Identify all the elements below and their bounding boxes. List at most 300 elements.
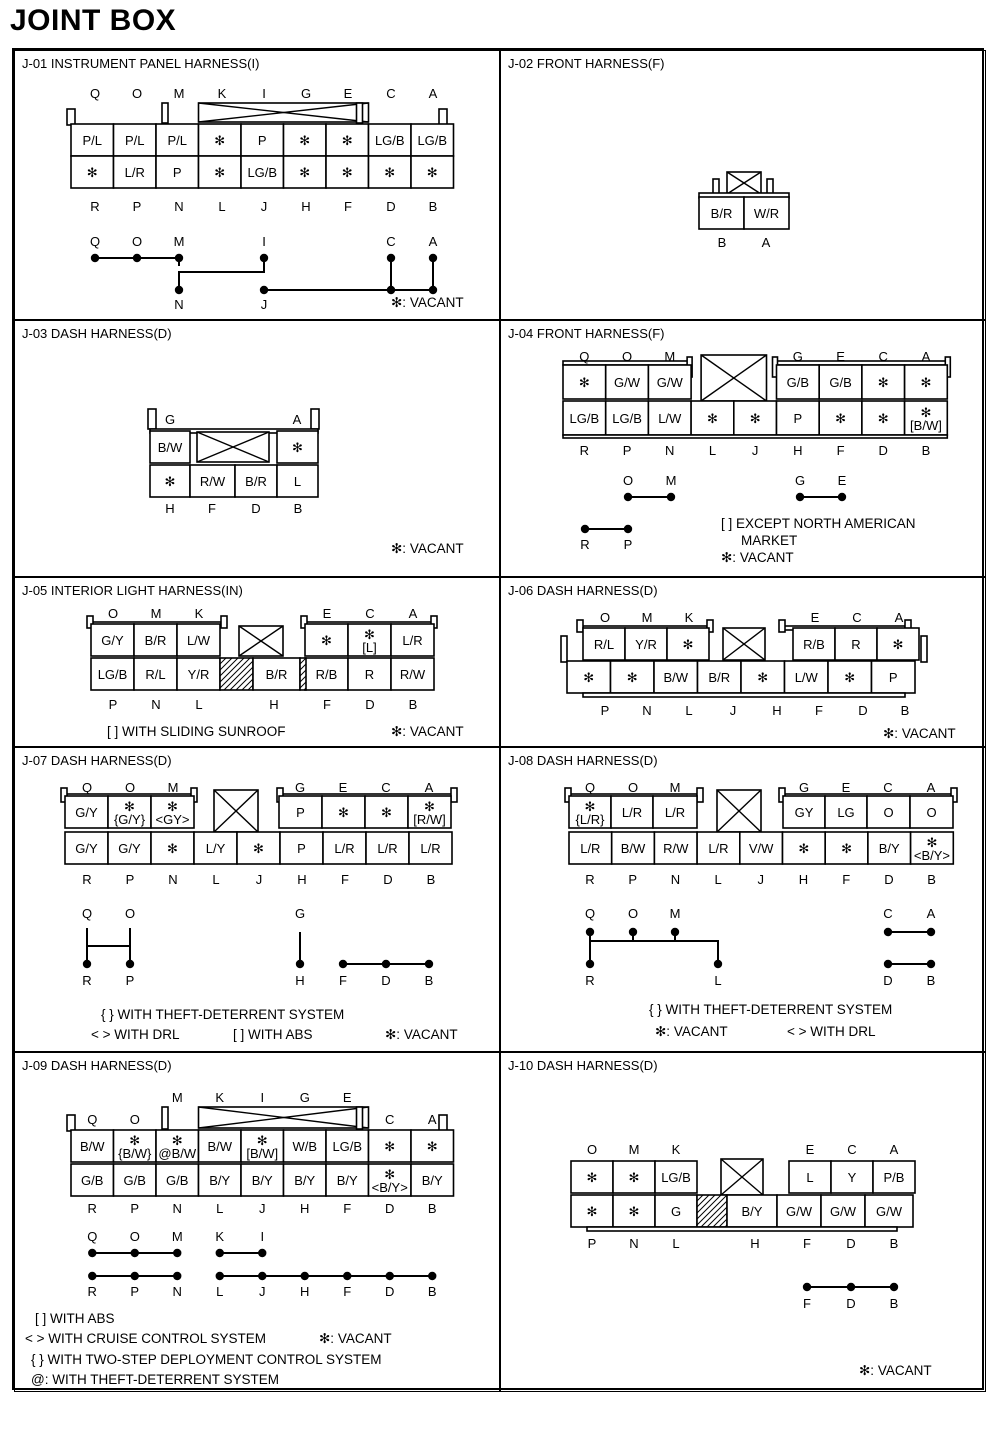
wire-color: L/R: [402, 633, 423, 648]
circuit-label: D: [381, 973, 391, 988]
pin-label: M: [150, 606, 162, 621]
wire-color: ✻: [167, 799, 178, 814]
pin-label: B: [717, 235, 727, 250]
circuit-node: [884, 928, 892, 936]
pin-label: B: [426, 872, 436, 887]
connector-latch: [67, 109, 75, 125]
connector-latch: [162, 103, 168, 123]
wire-color: ✻: [299, 165, 311, 180]
connector-latch: [148, 409, 156, 429]
wire-color: ✻: [214, 165, 226, 180]
pin-label: P: [600, 703, 610, 718]
wire-color: L/Y: [205, 841, 226, 856]
pin-label: D: [386, 199, 396, 214]
wire-color: <B/Y>: [913, 848, 951, 863]
wire-color: ✻: [586, 1204, 598, 1219]
legend-note: < > WITH CRUISE CONTROL SYSTEM: [25, 1331, 267, 1346]
circuit-label: B: [424, 973, 434, 988]
wire-color: LG/B: [612, 411, 642, 426]
pin-label: R: [579, 443, 590, 458]
circuit-node: [382, 960, 390, 968]
pin-label: O: [621, 349, 633, 364]
pin-label: A: [889, 1142, 899, 1157]
circuit-label: D: [846, 1296, 856, 1311]
pin-label: L: [218, 199, 226, 214]
pin-label: C: [385, 1112, 395, 1127]
circuit-node: [131, 1249, 139, 1257]
wire-color: L: [806, 1170, 814, 1185]
connector-latch: [311, 409, 319, 429]
panel-title: J-03 DASH HARNESS(D): [22, 326, 172, 341]
circuit-node: [216, 1272, 224, 1280]
wire-color: ✻: [124, 799, 135, 814]
wire-color: ✻: [164, 474, 176, 489]
terminal-cell: [561, 636, 567, 662]
circuit-label: M: [171, 1229, 183, 1244]
pin-label: E: [836, 349, 845, 364]
pin-label: K: [684, 610, 694, 625]
wire-color: B/Y: [209, 1173, 231, 1188]
pin-label: L: [672, 1236, 680, 1251]
circuit-label: Q: [89, 234, 101, 249]
wire-color: ✻: [626, 670, 638, 685]
wire-color: [B/W]: [246, 1146, 279, 1161]
pin-label: N: [172, 1201, 182, 1216]
circuit-label: Q: [81, 906, 93, 921]
pin-label: I: [260, 1090, 265, 1105]
wire-color: {G/Y}: [113, 812, 146, 827]
connector-diagram: [501, 1053, 986, 1392]
wire-color: W/B: [292, 1139, 318, 1154]
wire-color: G/W: [656, 375, 683, 390]
pin-label: E: [805, 1142, 815, 1157]
circuit-node: [387, 286, 395, 294]
circuit-node: [131, 1272, 139, 1280]
wire-color: LG/B: [661, 1170, 691, 1185]
circuit-label: D: [883, 973, 893, 988]
pin-label: M: [664, 349, 676, 364]
circuit-label: P: [125, 973, 135, 988]
wire-color: ✻: [299, 133, 311, 148]
connector-latch: [162, 1107, 168, 1129]
pin-label: C: [878, 349, 888, 364]
wire-color: L/R: [621, 805, 643, 820]
circuit-node: [624, 525, 632, 533]
circuit-node: [133, 254, 141, 262]
terminal-cell: [921, 636, 927, 662]
pin-label: B: [927, 872, 936, 887]
wire-color: B/R: [708, 670, 731, 685]
pin-label: C: [883, 780, 893, 795]
pin-label: G: [294, 780, 306, 795]
connector-latch: [357, 1107, 363, 1129]
panel-title: J-07 DASH HARNESS(D): [22, 753, 172, 768]
wire-color: Y: [847, 1170, 857, 1185]
circuit-label: F: [339, 973, 347, 988]
wire-color: ✻: [749, 411, 761, 426]
pin-label: G: [299, 1090, 310, 1105]
pin-label: Q: [81, 780, 93, 795]
pin-label: N: [629, 1236, 639, 1251]
pin-label: O: [586, 1142, 598, 1157]
wire-color: R/W: [399, 667, 426, 682]
wire-color: L/R: [664, 805, 686, 820]
connector-diagram: [15, 51, 500, 320]
pin-label: P: [132, 199, 142, 214]
wire-color: W/R: [753, 206, 780, 221]
panel-j-10: [500, 1052, 986, 1392]
wire-color: G/B: [786, 375, 810, 390]
terminal-cell: [583, 693, 905, 697]
pin-label: L: [708, 443, 717, 458]
circuit-node: [258, 1249, 266, 1257]
legend-note: [ ] WITH ABS: [233, 1027, 313, 1042]
circuit-node: [796, 493, 804, 501]
wire-color: ✻: [682, 637, 694, 652]
pin-label: J: [757, 872, 765, 887]
circuit-label: Q: [584, 906, 596, 921]
panel-j-04: [500, 320, 986, 577]
circuit-label: J: [259, 1284, 266, 1299]
panel-title: J-01 INSTRUMENT PANEL HARNESS(I): [22, 56, 260, 71]
wire-color: P/L: [124, 133, 145, 148]
wire-color: B/Y: [421, 1173, 443, 1188]
wire-color: P: [296, 805, 305, 820]
connector-latch: [439, 1115, 447, 1131]
wire-color: ✻: [214, 133, 226, 148]
circuit-label: A: [428, 234, 438, 249]
wire-color: L/W: [794, 670, 818, 685]
wire-color: P/B: [883, 1170, 905, 1185]
pin-label: D: [846, 1236, 856, 1251]
pin-label: A: [427, 1112, 437, 1127]
circuit-node: [425, 960, 433, 968]
pin-label: J: [255, 872, 263, 887]
wire-color: LG/B: [374, 133, 405, 148]
pin-label: K: [671, 1142, 681, 1157]
circuit-label: P: [623, 537, 633, 552]
wire-color: [R/W]: [413, 812, 446, 827]
pin-label: N: [168, 872, 178, 887]
circuit-node: [803, 1283, 811, 1291]
circuit-node: [216, 1249, 224, 1257]
circuit-label: A: [926, 906, 936, 921]
wire-color: R/B: [803, 637, 825, 652]
wire-color: ✻: [338, 805, 349, 820]
joint-box-grid: [12, 48, 984, 1390]
circuit-node: [927, 960, 935, 968]
wire-color: B/W: [207, 1139, 233, 1154]
panel-j-01: [14, 50, 500, 320]
pin-label: A: [761, 235, 771, 250]
pin-label: E: [343, 86, 353, 101]
wire-color: R: [364, 667, 375, 682]
pin-label: D: [383, 872, 393, 887]
pin-label: M: [171, 1090, 183, 1105]
wire-color: LG/B: [247, 165, 278, 180]
pin-label: C: [381, 780, 391, 795]
wire-color: B/R: [144, 633, 167, 648]
connector-latch: [779, 620, 785, 632]
wire-color: GY: [794, 805, 814, 820]
connector-latch: [451, 788, 457, 802]
circuit-label: R: [87, 1284, 97, 1299]
pin-label: P: [628, 872, 638, 887]
circuit-label: Q: [87, 1229, 98, 1244]
legend-note: MARKET: [741, 533, 798, 548]
pin-label: A: [424, 780, 434, 795]
wire-color: L/W: [658, 411, 682, 426]
pin-label: D: [858, 703, 868, 718]
wire-color: ✻: [129, 1133, 141, 1148]
wire-color: G/W: [876, 1204, 902, 1219]
hatched-cavity: [220, 658, 253, 690]
wire-color: L: [293, 474, 302, 489]
legend-note: [ ] WITH ABS: [35, 1311, 115, 1326]
pin-label: F: [803, 1236, 811, 1251]
pin-label: B: [408, 697, 418, 712]
wire-color: Y/R: [635, 637, 657, 652]
wire-color: B/R: [245, 474, 267, 489]
wire-color: ✻: [877, 375, 889, 390]
wire-color: L/R: [580, 841, 601, 856]
legend-note: < > WITH DRL: [787, 1024, 876, 1039]
pin-label: F: [323, 697, 331, 712]
pin-label: F: [836, 443, 845, 458]
pin-label: H: [165, 501, 175, 516]
wire-color: <GY>: [155, 812, 190, 827]
circuit-label: N: [174, 297, 184, 312]
circuit-node: [847, 1283, 855, 1291]
pin-label: P: [622, 443, 632, 458]
pin-label: M: [669, 780, 681, 795]
pin-label: O: [129, 1112, 140, 1127]
pin-label: C: [847, 1142, 857, 1157]
wire-color: LG/B: [332, 1139, 363, 1154]
legend-note: [ ] EXCEPT NORTH AMERICAN: [721, 516, 916, 531]
wire-color: ✻: [292, 440, 303, 455]
circuit-label: H: [295, 973, 305, 988]
pin-label: J: [751, 443, 759, 458]
pin-label: N: [174, 199, 184, 214]
pin-label: B: [889, 1236, 899, 1251]
circuit-label: O: [627, 906, 639, 921]
wire-color: R/W: [663, 841, 689, 856]
wire-color: Y/R: [187, 667, 210, 682]
circuit-node: [260, 254, 268, 262]
circuit-node: [296, 960, 304, 968]
pin-label: M: [628, 1142, 640, 1157]
circuit-node: [88, 1249, 96, 1257]
pin-label: H: [798, 872, 809, 887]
circuit-label: J: [260, 297, 268, 312]
wire-color: B/Y: [336, 1173, 358, 1188]
pin-label: J: [729, 703, 737, 718]
wire-color: ✻: [841, 841, 853, 856]
pin-label: F: [842, 872, 851, 887]
wire-color: LG/B: [569, 411, 600, 426]
pin-label: E: [841, 780, 851, 795]
wire-color: ✻: [341, 165, 353, 180]
wire-color: V/W: [748, 841, 774, 856]
wire-color: L/R: [334, 841, 355, 856]
circuit-node: [714, 960, 722, 968]
wire-color: P: [888, 670, 898, 685]
wire-color: ✻: [920, 375, 932, 390]
vacant-note: ✻: VACANT: [391, 541, 464, 556]
circuit-label: B: [427, 1284, 437, 1299]
pin-label: N: [670, 872, 681, 887]
circuit-node: [429, 286, 437, 294]
wire-color: LG: [837, 805, 855, 820]
pin-label: G: [300, 86, 312, 101]
circuit-label: C: [883, 906, 893, 921]
pin-label: O: [131, 86, 143, 101]
circuit-node: [339, 960, 347, 968]
pin-label: L: [212, 872, 220, 887]
wire-color: B/W: [79, 1139, 105, 1154]
pin-label: B: [427, 1201, 437, 1216]
wire-color: P: [172, 165, 182, 180]
wire-color: LG/B: [417, 133, 448, 148]
panel-j-07: [14, 747, 500, 1052]
wire-color: L/R: [377, 841, 398, 856]
wire-color: P: [257, 133, 267, 148]
circuit-label: C: [386, 234, 396, 249]
pin-label: A: [926, 780, 936, 795]
wire-color: ✻: [835, 411, 847, 426]
connector-latch: [439, 109, 447, 125]
wire-color: ✻: [256, 1133, 268, 1148]
wire-color: B/Y: [878, 841, 900, 856]
pin-label: L: [195, 697, 203, 712]
wire-color: O: [883, 805, 894, 820]
pin-label: H: [750, 1236, 760, 1251]
circuit-node: [175, 286, 183, 294]
wire-color: P/L: [82, 133, 103, 148]
wire-color: G/W: [830, 1204, 856, 1219]
legend-note: [ ] WITH SLIDING SUNROOF: [107, 724, 286, 739]
circuit-node: [343, 1272, 351, 1280]
circuit-label: B: [926, 973, 936, 988]
circuit-label: B: [889, 1296, 899, 1311]
circuit-node: [624, 493, 632, 501]
circuit-node: [91, 254, 99, 262]
circuit-label: H: [300, 1284, 310, 1299]
circuit-node: [890, 1283, 898, 1291]
wire-color: R/L: [593, 637, 615, 652]
wire-color: L/R: [708, 841, 729, 856]
circuit-node: [173, 1249, 181, 1257]
circuit-node: [586, 928, 594, 936]
page-title: JOINT BOX: [10, 4, 177, 37]
wire-color: ✻: [424, 799, 435, 814]
wire-color: L/R: [420, 841, 441, 856]
pin-label: G: [164, 412, 176, 427]
vacant-note: ✻: VACANT: [721, 550, 794, 565]
circuit-label: D: [385, 1284, 395, 1299]
wire-color: ✻: [583, 670, 595, 685]
connector-diagram: [15, 321, 500, 577]
wire-color: G/B: [123, 1173, 146, 1188]
pin-label: J: [259, 1201, 266, 1216]
pin-label: O: [627, 780, 639, 795]
circuit-label: G: [794, 473, 806, 488]
wire-color: R/W: [199, 474, 226, 489]
pin-label: G: [798, 780, 810, 795]
circuit-label: G: [294, 906, 306, 921]
pin-label: A: [894, 610, 904, 625]
terminal-cell: [563, 435, 947, 438]
pin-label: M: [167, 780, 179, 795]
panel-title: J-10 DASH HARNESS(D): [508, 1058, 658, 1073]
wire-color: ✻: [381, 805, 392, 820]
pin-label: P: [130, 1201, 140, 1216]
wire-color: ✻: [426, 165, 438, 180]
circuit-label: L: [714, 973, 722, 988]
pin-label: E: [338, 780, 348, 795]
wire-color: G/B: [829, 375, 852, 390]
pin-label: E: [810, 610, 820, 625]
panel-j-05: [14, 577, 500, 747]
pin-label: D: [251, 501, 261, 516]
wire-color: R/B: [315, 667, 338, 682]
wire-color: B/W: [620, 841, 646, 856]
circuit-wire: [179, 258, 264, 290]
pin-label: K: [217, 86, 227, 101]
pin-label: H: [772, 703, 782, 718]
legend-note: { } WITH TWO-STEP DEPLOYMENT CONTROL SYSTEM: [31, 1352, 382, 1367]
vacant-note: ✻: VACANT: [385, 1027, 458, 1042]
circuit-node: [260, 286, 268, 294]
panel-j-09: [14, 1052, 500, 1392]
wire-color: [L]: [362, 640, 377, 655]
pin-label: F: [208, 501, 216, 516]
circuit-label: O: [124, 906, 136, 921]
wire-color: ✻: [426, 1139, 438, 1154]
circuit-node: [667, 493, 675, 501]
pin-label: A: [428, 86, 438, 101]
pin-label: O: [107, 606, 119, 621]
connector-latch: [67, 1115, 75, 1131]
circuit-label: P: [130, 1284, 140, 1299]
pin-label: C: [365, 606, 375, 621]
pin-label: F: [341, 872, 349, 887]
pin-label: D: [365, 697, 375, 712]
wire-color: {L/R}: [575, 812, 605, 827]
panel-j-08: [500, 747, 986, 1052]
wire-color: <B/Y>: [371, 1180, 408, 1195]
pin-label: H: [269, 697, 279, 712]
pin-label: B: [293, 501, 303, 516]
legend-note: < > WITH DRL: [91, 1027, 180, 1042]
panel-j-02: [500, 50, 986, 320]
pin-label: O: [124, 780, 136, 795]
circuit-label: I: [262, 234, 266, 249]
pin-label: K: [194, 606, 204, 621]
circuit-node: [586, 960, 594, 968]
wire-color: B/Y: [294, 1173, 316, 1188]
wire-color: ✻: [926, 835, 938, 850]
circuit-label: E: [837, 473, 847, 488]
panel-title: J-02 FRONT HARNESS(F): [508, 56, 665, 71]
panel-title: J-09 DASH HARNESS(D): [22, 1058, 172, 1073]
pin-label: N: [151, 697, 161, 712]
wire-color: L/R: [124, 165, 145, 180]
wire-color: ✻: [86, 165, 98, 180]
pin-label: Q: [87, 1112, 98, 1127]
wire-color: G/W: [614, 375, 641, 390]
